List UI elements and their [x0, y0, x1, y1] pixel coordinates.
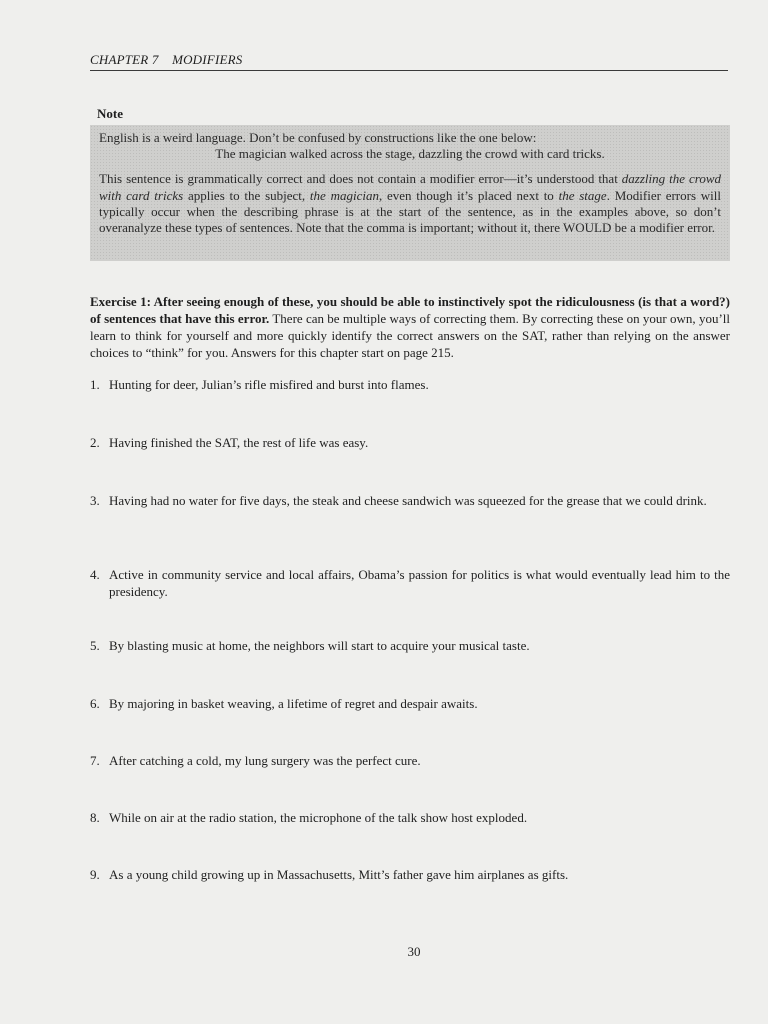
list-item	[90, 435, 730, 452]
item-number: 2.	[90, 435, 100, 450]
note-box	[90, 125, 730, 261]
note-example-sentence: The magician walked across the stage, dazzling the crowd with card tricks.	[215, 146, 605, 162]
item-text: Active in community service and local affairs, Obama’s passion for politics is what would eventually lead him to the presidency.	[109, 567, 730, 599]
item-number: 9.	[90, 867, 100, 882]
item-number: 6.	[90, 696, 100, 711]
item-number: 4.	[90, 567, 100, 582]
item-text: As a young child growing up in Massachusetts, Mitt’s father gave him airplanes as gifts.	[109, 867, 569, 882]
item-number: 3.	[90, 493, 100, 508]
item-number: 7.	[90, 753, 100, 768]
item-number: 1.	[90, 377, 100, 392]
note-text-c: , even though it’s placed next to	[378, 187, 559, 203]
note-intro: English is a weird language. Don’t be confused by constructions like the one below:	[99, 130, 537, 145]
exercise-instructions	[90, 293, 730, 361]
list-item	[90, 753, 730, 770]
list-item	[90, 567, 730, 600]
list-item	[90, 377, 730, 394]
list-item	[90, 493, 730, 510]
note-explanation	[99, 171, 721, 236]
item-number: 5.	[90, 638, 100, 653]
item-text: Hunting for deer, Julian’s rifle misfired and burst into flames.	[109, 377, 429, 392]
list-item	[90, 638, 730, 655]
note-text-b: applies to the subject,	[183, 187, 310, 203]
item-text: By majoring in basket weaving, a lifetime of regret and despair awaits.	[109, 696, 478, 711]
item-text: Having finished the SAT, the rest of life was easy.	[109, 435, 369, 450]
list-item	[90, 867, 730, 884]
note-italic-a: dazzling the crowd with card tricks	[99, 171, 721, 203]
item-text: By blasting music at home, the neighbors will start to acquire your musical taste.	[109, 638, 530, 653]
chapter-title: MODIFIERS	[172, 52, 243, 67]
note-text-d: . Modifier errors will typically occur when the describing phrase is at the start of the sentence, as in the examples above, so don’t overanalyze these types of sentences. Note that the comma is important; without it, there WOULD be a modifier error.	[99, 187, 722, 236]
item-text: Having had no water for five days, the steak and cheese sandwich was squeezed for the grease that we could drink.	[109, 493, 707, 508]
note-label: Note	[97, 106, 123, 121]
item-number: 8.	[90, 810, 100, 825]
exercise-lead: Exercise 1: After seeing enough of these, you should be able to instinctively spot the ridiculousness (is that a word?) of sentences that have this error.	[90, 294, 730, 326]
chapter-number: CHAPTER 7	[90, 52, 159, 67]
note-text-a: This sentence is grammatically correct and does not contain a modifier error—it’s understood that	[99, 171, 622, 187]
note-italic-c: the stage	[558, 187, 607, 203]
page-number: 30	[407, 944, 421, 959]
exercise-body: There can be multiple ways of correcting them. By correcting these on your own, you’ll learn to think for yourself and more quickly identify the correct answers on the SAT, rather than relying on the answer choices to “think” for you. Answers for this chapter start on page 215.	[90, 311, 730, 360]
item-text: After catching a cold, my lung surgery was the perfect cure.	[109, 753, 421, 768]
list-item	[90, 810, 730, 827]
list-item	[90, 696, 730, 713]
note-italic-b: the magician	[309, 187, 379, 203]
running-header	[90, 52, 728, 71]
item-text: While on air at the radio station, the microphone of the talk show host exploded.	[109, 810, 528, 825]
